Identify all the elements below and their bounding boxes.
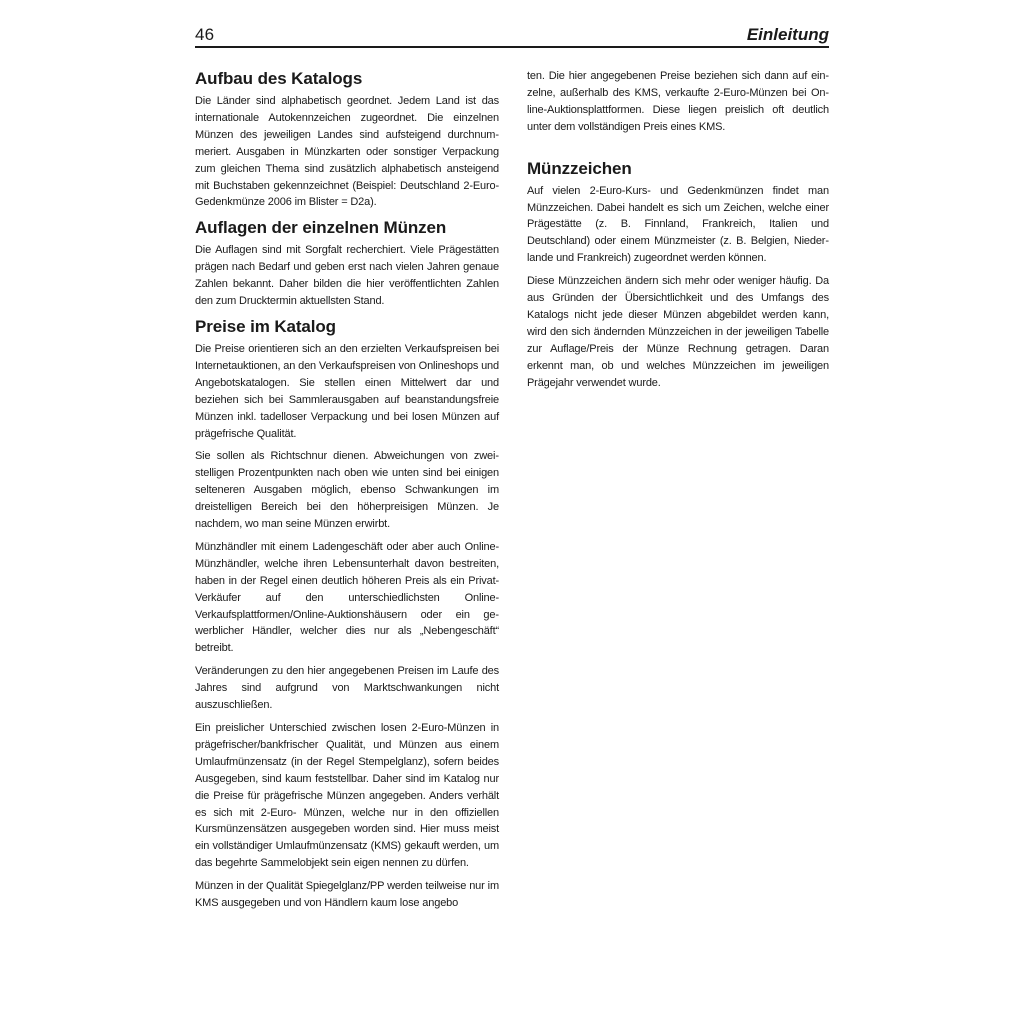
paragraph: Münzen in der Qualität Spiegelglanz/PP werden teilweise nur im KMS ausgegeben und von Händlern kaum lose angebo bbox=[195, 880, 499, 910]
right-column bbox=[527, 68, 829, 398]
paragraph: Auf vielen 2-Euro-Kurs- und Gedenkmünzen findet man Münzzeichen. Dabei handelt es sich um Zeichen, welche einer Prägestätte (z. B. Finnland, Frankreich, Italien und Deutschland) oder einem Münzmeister (z. B. Belgien, Niederlande und Frankreich) zugeordnet werden können. bbox=[527, 184, 829, 265]
heading-muenzzeichen: Münzzeichen bbox=[527, 158, 632, 178]
paragraph: Die Länder sind alphabetisch geordnet. Jedem Land ist das internationale Autokennzeichen zugeordnet. Die einzelnen Münzen des jeweiligen Landes sind aufsteigend durchnummeriert. Ausgaben in Münzkarten oder sonstiger Verpackung zum gleichen Thema sind zusätzlich alphabetisch ansteigend mit Buchstaben gekennzeichnet (Beispiel: Deutschland 2-Euro-Gedenkmünze 2006 im Blister = D2a). bbox=[195, 95, 499, 209]
left-column bbox=[195, 68, 499, 918]
paragraph-continuation: ten. Die hier angegebenen Preise beziehen sich dann auf einzelne, außerhalb des KMS, verkaufte 2-Euro-Münzen bei Online-Auktionsplattformen. Diese liegen preislich oft deutlich unter dem vollständigen Preis eines KMS. bbox=[527, 70, 829, 133]
heading-katalog-aufbau: Aufbau des Katalogs bbox=[195, 69, 363, 88]
paragraph: Veränderungen zu den hier angegebenen Preisen im Laufe des Jahres sind aufgrund von Marktschwankungen nicht auszuschließen. bbox=[195, 665, 499, 712]
heading-preise: Preise im Katalog bbox=[195, 316, 336, 336]
paragraph: Diese Münzzeichen ändern sich mehr oder weniger häufig. Da aus Gründen der Übersichtlichkeit und des Umfangs des Katalogs nicht jede dieser Münzen abgebildet werden kann, wird den sich ändernden Münzzeichen in der jeweiligen Tabelle zur Auflage/Preis der Münze Rechnung getragen. Daran erkennt man, ob und welches Münzzeichen im jeweiligen Prägejahr verwendet wurde. bbox=[527, 275, 829, 389]
paragraph: Sie sollen als Richtschnur dienen. Abweichungen von zweistelligen Prozentpunkten nach oben wie unten sind bei einigen selteneren Ausgaben möglich, ebenso Schwankungen im dreistelligen Bereich bei den höherpreisigen Münzen. Je nachdem, wo man seine Münzen erwirbt. bbox=[195, 450, 499, 531]
section-title: Einleitung bbox=[746, 25, 829, 44]
paragraph: Münzhändler mit einem Ladengeschäft oder aber auch Online-Münzhändler, welche ihren Lebensunterhalt davon bestreiten, haben in der Regel einen deutlich höheren Preis als ein Privat-Verkäufer auf den unterschiedlichsten Online-Verkaufsplattformen/Online-Auktionshäusern oder ein gewerblicher Händler, welcher dies nur als „Nebengeschäft“ betreibt. bbox=[195, 540, 499, 655]
page-header bbox=[195, 24, 829, 48]
heading-auflagen: Auflagen der einzelnen Münzen bbox=[195, 218, 447, 238]
paragraph: Die Preise orientieren sich an den erzielten Verkaufspreisen bei Internetauktionen, an den Verkaufspreisen von Onlineshops und Angebotskatalogen. Sie stellen einen Mittelwert dar und beziehen sich bei Sammlerausgaben auf beanstandungsfreie Münzen inkl. tadelloser Verpackung und bei losen Münzen auf prägefrische Qualität. bbox=[195, 342, 499, 440]
paragraph: Ein preislicher Unterschied zwischen losen 2-Euro-Münzen in prägefrischer/bankfrischer Qualität, und Münzen aus einem Umlaufmünzensatz (in der Regel Stempelglanz), sofern beides Ausgegeben, sind kaum feststellbar. Daher sind im Katalog nur die Preise für prägefrische Münzen angegeben. Anders verhält es sich mit 2-Euro- Münzen, welche nur in den offiziellen Kursmünzensätzen ausgegeben worden sind. Hier muss meist ein vollständiger Umlaufmünzensatz (KMS) gekauft werden, um das begehrte Sammelobjekt sein eigen nennen zu dürfen. bbox=[195, 722, 499, 870]
page-number: 46 bbox=[195, 25, 215, 44]
paragraph: Die Auflagen sind mit Sorgfalt recherchiert. Viele Prägestätten prägen nach Bedarf und geben erst nach vielen Jahren genaue Zahlen bekannt. Daher bilden die hier veröffentlichten Zahlen den zum Drucktermin aktuellsten Stand. bbox=[195, 244, 499, 308]
